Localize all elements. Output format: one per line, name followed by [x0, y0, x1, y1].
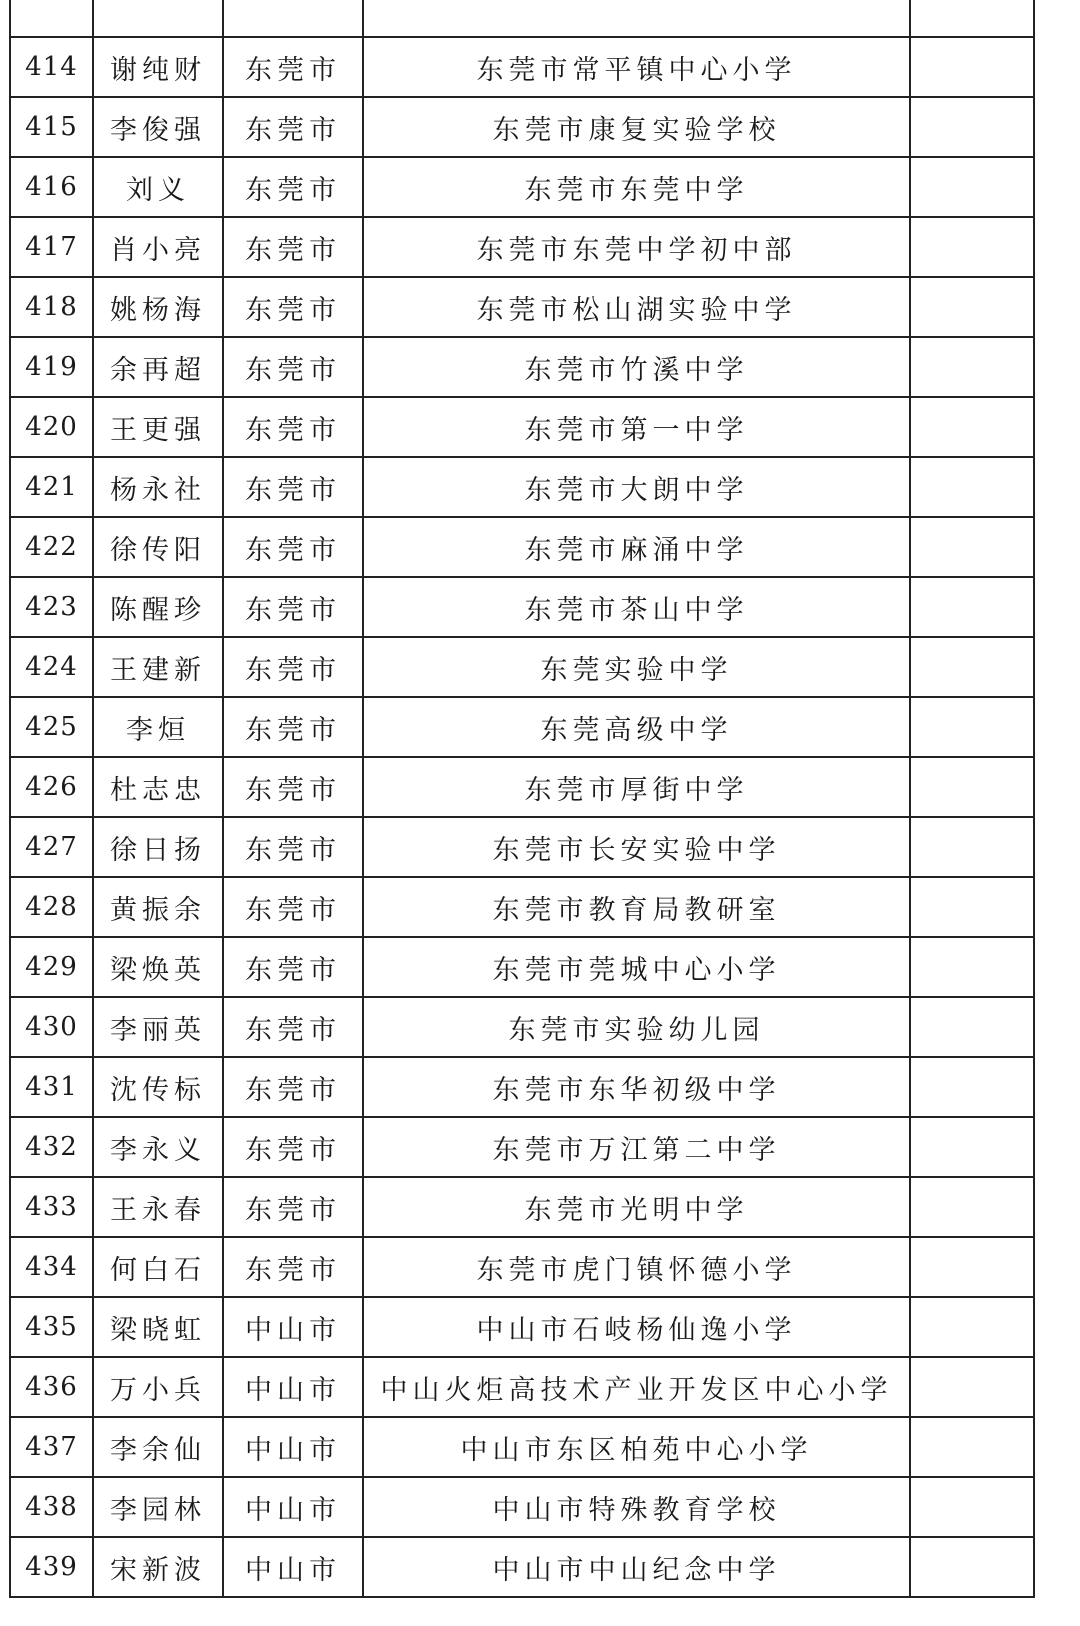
- table-row: [10, 397, 1034, 457]
- person-name: 李烜: [93, 697, 223, 757]
- row-number: 438: [10, 1477, 93, 1537]
- person-name: 万小兵: [93, 1357, 223, 1417]
- table-row: [10, 157, 1034, 217]
- table-row: [10, 457, 1034, 517]
- person-name: 梁晓虹: [93, 1297, 223, 1357]
- row-number: 420: [10, 397, 93, 457]
- organization-name: 东莞市竹溪中学: [363, 337, 910, 397]
- organization-name: 东莞市东莞中学初中部: [363, 217, 910, 277]
- city-name: 中山市: [223, 1357, 363, 1417]
- person-name: 李永义: [93, 1117, 223, 1177]
- row-number: 430: [10, 997, 93, 1057]
- city-name: 东莞市: [223, 397, 363, 457]
- row-number: 419: [10, 337, 93, 397]
- organization-name: 东莞市东莞中学: [363, 157, 910, 217]
- row-number: 427: [10, 817, 93, 877]
- remarks-cell: [910, 1057, 1034, 1117]
- remarks-cell: [910, 0, 1034, 37]
- city-name: 东莞市: [223, 1057, 363, 1117]
- remarks-cell: [910, 577, 1034, 637]
- city-name: 东莞市: [223, 457, 363, 517]
- city-name: 中山市: [223, 1537, 363, 1597]
- person-name: 谢纯财: [93, 37, 223, 97]
- city-name: 东莞市: [223, 157, 363, 217]
- person-name: [93, 0, 223, 37]
- organization-name: 东莞市厚街中学: [363, 757, 910, 817]
- row-number: 423: [10, 577, 93, 637]
- remarks-cell: [910, 637, 1034, 697]
- city-name: 东莞市: [223, 37, 363, 97]
- table-row: [10, 697, 1034, 757]
- remarks-cell: [910, 97, 1034, 157]
- city-name: 东莞市: [223, 997, 363, 1057]
- table-row: [10, 277, 1034, 337]
- organization-name: 东莞市实验幼儿园: [363, 997, 910, 1057]
- table-row: [10, 517, 1034, 577]
- remarks-cell: [910, 217, 1034, 277]
- organization-name: 东莞市东华初级中学: [363, 1057, 910, 1117]
- row-number: 416: [10, 157, 93, 217]
- table-row: [10, 97, 1034, 157]
- remarks-cell: [910, 397, 1034, 457]
- remarks-cell: [910, 1477, 1034, 1537]
- row-number: 424: [10, 637, 93, 697]
- table-row: [10, 877, 1034, 937]
- row-number: 435: [10, 1297, 93, 1357]
- organization-name: 东莞市万江第二中学: [363, 1117, 910, 1177]
- row-number: 429: [10, 937, 93, 997]
- table-row: [10, 1417, 1034, 1477]
- city-name: 中山市: [223, 1417, 363, 1477]
- person-name: 梁焕英: [93, 937, 223, 997]
- remarks-cell: [910, 817, 1034, 877]
- row-number: 439: [10, 1537, 93, 1597]
- person-name: 姚杨海: [93, 277, 223, 337]
- organization-name: 东莞市大朗中学: [363, 457, 910, 517]
- row-number: 434: [10, 1237, 93, 1297]
- city-name: 东莞市: [223, 217, 363, 277]
- roster-table: [9, 0, 1035, 1598]
- table-row: [10, 937, 1034, 997]
- remarks-cell: [910, 1357, 1034, 1417]
- person-name: 王永春: [93, 1177, 223, 1237]
- remarks-cell: [910, 1177, 1034, 1237]
- table-row: [10, 1117, 1034, 1177]
- city-name: 东莞市: [223, 337, 363, 397]
- organization-name: 中山市石岐杨仙逸小学: [363, 1297, 910, 1357]
- organization-name: 东莞市常平镇中心小学: [363, 37, 910, 97]
- table-row: [10, 1357, 1034, 1417]
- table-row: [10, 1177, 1034, 1237]
- table-row: [10, 0, 1034, 37]
- remarks-cell: [910, 937, 1034, 997]
- row-number: 426: [10, 757, 93, 817]
- table-row: [10, 217, 1034, 277]
- roster-table-body: [10, 0, 1034, 1597]
- remarks-cell: [910, 997, 1034, 1057]
- organization-name: 东莞市茶山中学: [363, 577, 910, 637]
- row-number: 425: [10, 697, 93, 757]
- city-name: [223, 0, 363, 37]
- person-name: 李园林: [93, 1477, 223, 1537]
- person-name: 王建新: [93, 637, 223, 697]
- person-name: 杨永社: [93, 457, 223, 517]
- table-row: [10, 1057, 1034, 1117]
- person-name: 黄振余: [93, 877, 223, 937]
- city-name: 东莞市: [223, 637, 363, 697]
- table-row: [10, 817, 1034, 877]
- organization-name: 中山市东区柏苑中心小学: [363, 1417, 910, 1477]
- row-number: 417: [10, 217, 93, 277]
- row-number: 433: [10, 1177, 93, 1237]
- row-number: 437: [10, 1417, 93, 1477]
- remarks-cell: [910, 697, 1034, 757]
- city-name: 东莞市: [223, 937, 363, 997]
- table-row: [10, 637, 1034, 697]
- person-name: 肖小亮: [93, 217, 223, 277]
- row-number: 414: [10, 37, 93, 97]
- city-name: 东莞市: [223, 517, 363, 577]
- person-name: 刘义: [93, 157, 223, 217]
- row-number: 436: [10, 1357, 93, 1417]
- organization-name: 东莞市康复实验学校: [363, 97, 910, 157]
- person-name: 徐日扬: [93, 817, 223, 877]
- remarks-cell: [910, 1237, 1034, 1297]
- person-name: 陈醒珍: [93, 577, 223, 637]
- table-row: [10, 1537, 1034, 1597]
- table-row: [10, 577, 1034, 637]
- organization-name: 东莞市麻涌中学: [363, 517, 910, 577]
- organization-name: 东莞高级中学: [363, 697, 910, 757]
- city-name: 东莞市: [223, 577, 363, 637]
- remarks-cell: [910, 517, 1034, 577]
- organization-name: [363, 0, 910, 37]
- organization-name: 东莞市虎门镇怀德小学: [363, 1237, 910, 1297]
- remarks-cell: [910, 877, 1034, 937]
- organization-name: 东莞市长安实验中学: [363, 817, 910, 877]
- person-name: 李余仙: [93, 1417, 223, 1477]
- table-row: [10, 37, 1034, 97]
- table-row: [10, 1297, 1034, 1357]
- row-number: 422: [10, 517, 93, 577]
- city-name: 中山市: [223, 1477, 363, 1537]
- city-name: 东莞市: [223, 877, 363, 937]
- organization-name: 东莞实验中学: [363, 637, 910, 697]
- city-name: 东莞市: [223, 1117, 363, 1177]
- remarks-cell: [910, 37, 1034, 97]
- city-name: 东莞市: [223, 1177, 363, 1237]
- remarks-cell: [910, 757, 1034, 817]
- row-number: 428: [10, 877, 93, 937]
- person-name: 李俊强: [93, 97, 223, 157]
- remarks-cell: [910, 1417, 1034, 1477]
- table-row: [10, 997, 1034, 1057]
- remarks-cell: [910, 277, 1034, 337]
- person-name: 杜志忠: [93, 757, 223, 817]
- person-name: 徐传阳: [93, 517, 223, 577]
- row-number: 421: [10, 457, 93, 517]
- person-name: 宋新波: [93, 1537, 223, 1597]
- organization-name: 中山火炬高技术产业开发区中心小学: [363, 1357, 910, 1417]
- table-row: [10, 1477, 1034, 1537]
- row-number: 418: [10, 277, 93, 337]
- organization-name: 东莞市松山湖实验中学: [363, 277, 910, 337]
- remarks-cell: [910, 1297, 1034, 1357]
- person-name: 沈传标: [93, 1057, 223, 1117]
- city-name: 东莞市: [223, 817, 363, 877]
- city-name: 东莞市: [223, 697, 363, 757]
- organization-name: 东莞市教育局教研室: [363, 877, 910, 937]
- remarks-cell: [910, 1537, 1034, 1597]
- person-name: 何白石: [93, 1237, 223, 1297]
- person-name: 王更强: [93, 397, 223, 457]
- city-name: 东莞市: [223, 97, 363, 157]
- remarks-cell: [910, 457, 1034, 517]
- row-number: 431: [10, 1057, 93, 1117]
- organization-name: 东莞市第一中学: [363, 397, 910, 457]
- table-row: [10, 757, 1034, 817]
- person-name: 余再超: [93, 337, 223, 397]
- row-number: 432: [10, 1117, 93, 1177]
- table-row: [10, 1237, 1034, 1297]
- city-name: 东莞市: [223, 757, 363, 817]
- organization-name: 中山市特殊教育学校: [363, 1477, 910, 1537]
- remarks-cell: [910, 1117, 1034, 1177]
- remarks-cell: [910, 337, 1034, 397]
- row-number: 415: [10, 97, 93, 157]
- organization-name: 东莞市光明中学: [363, 1177, 910, 1237]
- table-row: [10, 337, 1034, 397]
- person-name: 李丽英: [93, 997, 223, 1057]
- remarks-cell: [910, 157, 1034, 217]
- city-name: 东莞市: [223, 1237, 363, 1297]
- city-name: 中山市: [223, 1297, 363, 1357]
- organization-name: 东莞市莞城中心小学: [363, 937, 910, 997]
- city-name: 东莞市: [223, 277, 363, 337]
- row-number: [10, 0, 93, 37]
- organization-name: 中山市中山纪念中学: [363, 1537, 910, 1597]
